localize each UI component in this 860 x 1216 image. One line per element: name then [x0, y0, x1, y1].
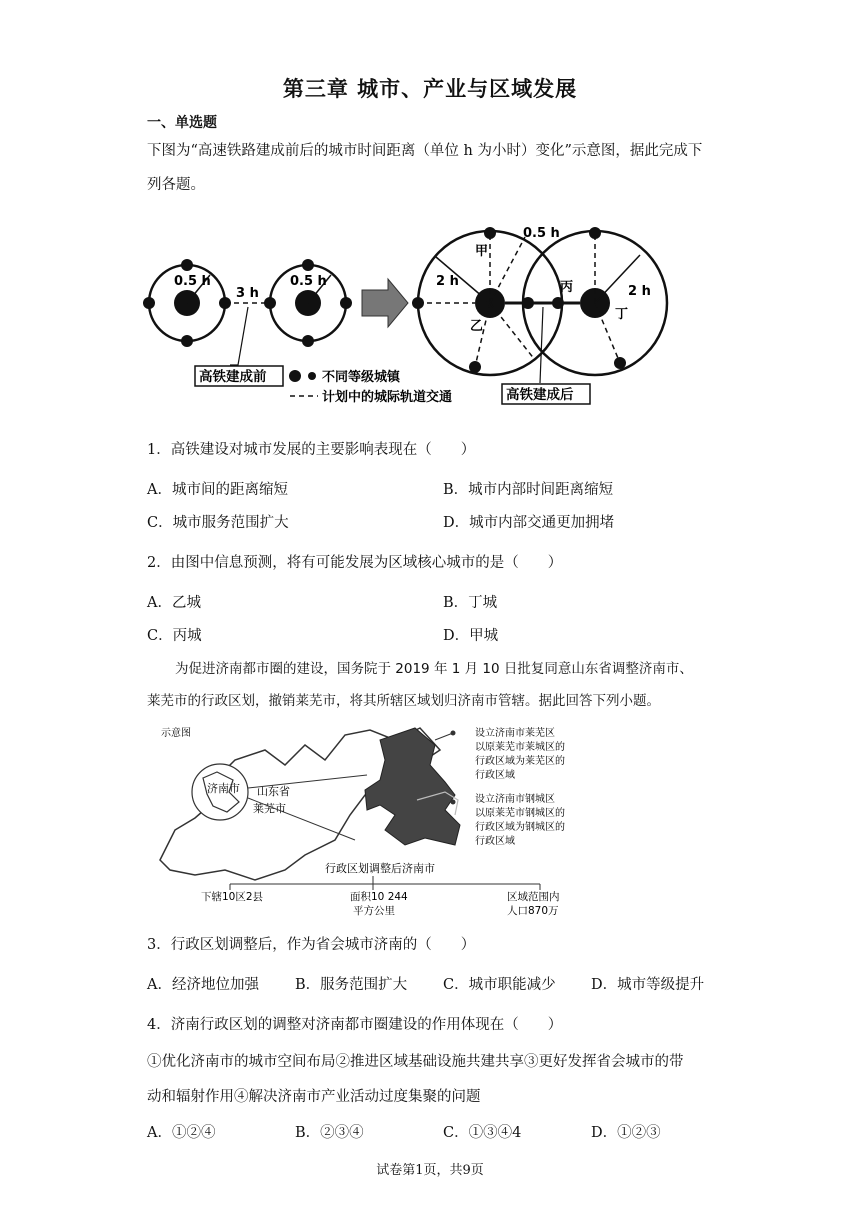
question-stem: 2．由图中信息预测，将有可能发展为区域核心城市的是（ ） [147, 555, 563, 571]
intro-line: 列各题。 [147, 177, 205, 193]
leaf-population: 区域范围内 [507, 891, 560, 903]
question-body: ①优化济南市的城市空间布局②推进区域基础设施共建共享③更好发挥省会城市的带 [147, 1054, 684, 1070]
option-a[interactable]: A．经济地位加强 [147, 977, 259, 993]
jinan-map [155, 720, 625, 920]
question-body: 动和辐射作用④解决济南市产业活动过度集聚的问题 [147, 1089, 481, 1105]
option-d[interactable]: D．甲城 [443, 628, 499, 644]
option-b[interactable]: B．服务范围扩大 [295, 977, 408, 993]
intro-line: 下图为“高速铁路建成前后的城市时间距离（单位 h 为小时）变化”示意图，据此完成下 [147, 143, 703, 159]
note-laiwu-district: 设立济南市莱芜区 以原莱芜市莱城区的 行政区域为莱芜区的 行政区域 [475, 728, 565, 781]
page-title: 第三章 城市、产业与区域发展 [282, 76, 578, 101]
label-2h: 2 h [628, 284, 651, 299]
leaf-population-value: 人口870万 [507, 905, 559, 917]
intro-line: 为促进济南都市圈的建设，国务院于 2019 年 1 月 10 日批复同意山东省调整济南市、 [175, 661, 693, 677]
box-after: 高铁建成后 [506, 387, 574, 403]
leaf-area-unit: 平方公里 [353, 905, 395, 917]
option-a[interactable]: A．①②④ [147, 1125, 216, 1141]
option-c[interactable]: C．城市服务范围扩大 [147, 515, 289, 531]
option-d[interactable]: D．①②③ [591, 1125, 661, 1141]
label-05h: 0.5 h [290, 274, 327, 289]
tree-title: 行政区划调整后济南市 [325, 862, 435, 875]
option-c[interactable]: C．城市职能减少 [443, 977, 556, 993]
hsr-diagram [140, 215, 651, 415]
note-gangcheng-district: 设立济南市钢城区 以原莱芜市钢城区的 行政区域为钢城区的 行政区域 [475, 794, 565, 847]
option-c[interactable]: C．①③④4 [443, 1125, 522, 1141]
label-jinan: 济南市 [207, 782, 240, 795]
legend-towns: 不同等级城镇 [322, 370, 401, 385]
label-2h: 2 h [436, 274, 459, 289]
box-before: 高铁建成前 [199, 369, 267, 385]
label-shandong: 山东省 [257, 785, 290, 798]
option-d[interactable]: D．城市内部交通更加拥堵 [443, 515, 615, 531]
label-05h: 0.5 h [523, 226, 560, 241]
question-stem: 1．高铁建设对城市发展的主要影响表现在（ ） [147, 442, 476, 458]
label-shiyitu: 示意图 [161, 728, 191, 739]
label-ding: 丁 [615, 307, 629, 322]
label-yi: 乙 [470, 319, 484, 334]
label-jia: 甲 [475, 244, 489, 259]
legend-rail: 计划中的城际轨道交通 [322, 390, 453, 405]
question-stem: 4．济南行政区划的调整对济南都市圈建设的作用体现在（ ） [147, 1017, 563, 1033]
option-c[interactable]: C．丙城 [147, 628, 202, 644]
page-footer: 试卷第1页，共9页 [376, 1163, 484, 1178]
intro-line: 莱芜市的行政区划，撤销莱芜市，将其所辖区域划归济南市管辖。据此回答下列小题。 [147, 693, 660, 709]
option-a[interactable]: A．乙城 [147, 595, 201, 611]
option-b[interactable]: B．②③④ [295, 1125, 364, 1141]
label-3h: 3 h [236, 286, 259, 301]
leaf-districts: 下辖10区2县 [201, 891, 264, 903]
option-b[interactable]: B．城市内部时间距离缩短 [443, 482, 614, 498]
section-heading: 一、单选题 [147, 115, 217, 131]
label-laiwu: 莱芜市 [253, 802, 286, 815]
leaf-area: 面积10 244 [350, 891, 408, 903]
label-bing: 丙 [560, 280, 574, 295]
option-b[interactable]: B．丁城 [443, 595, 498, 611]
question-stem: 3．行政区划调整后，作为省会城市济南的（ ） [147, 937, 476, 953]
option-d[interactable]: D．城市等级提升 [591, 977, 705, 993]
option-a[interactable]: A．城市间的距离缩短 [147, 482, 288, 498]
label-05h: 0.5 h [174, 274, 211, 289]
